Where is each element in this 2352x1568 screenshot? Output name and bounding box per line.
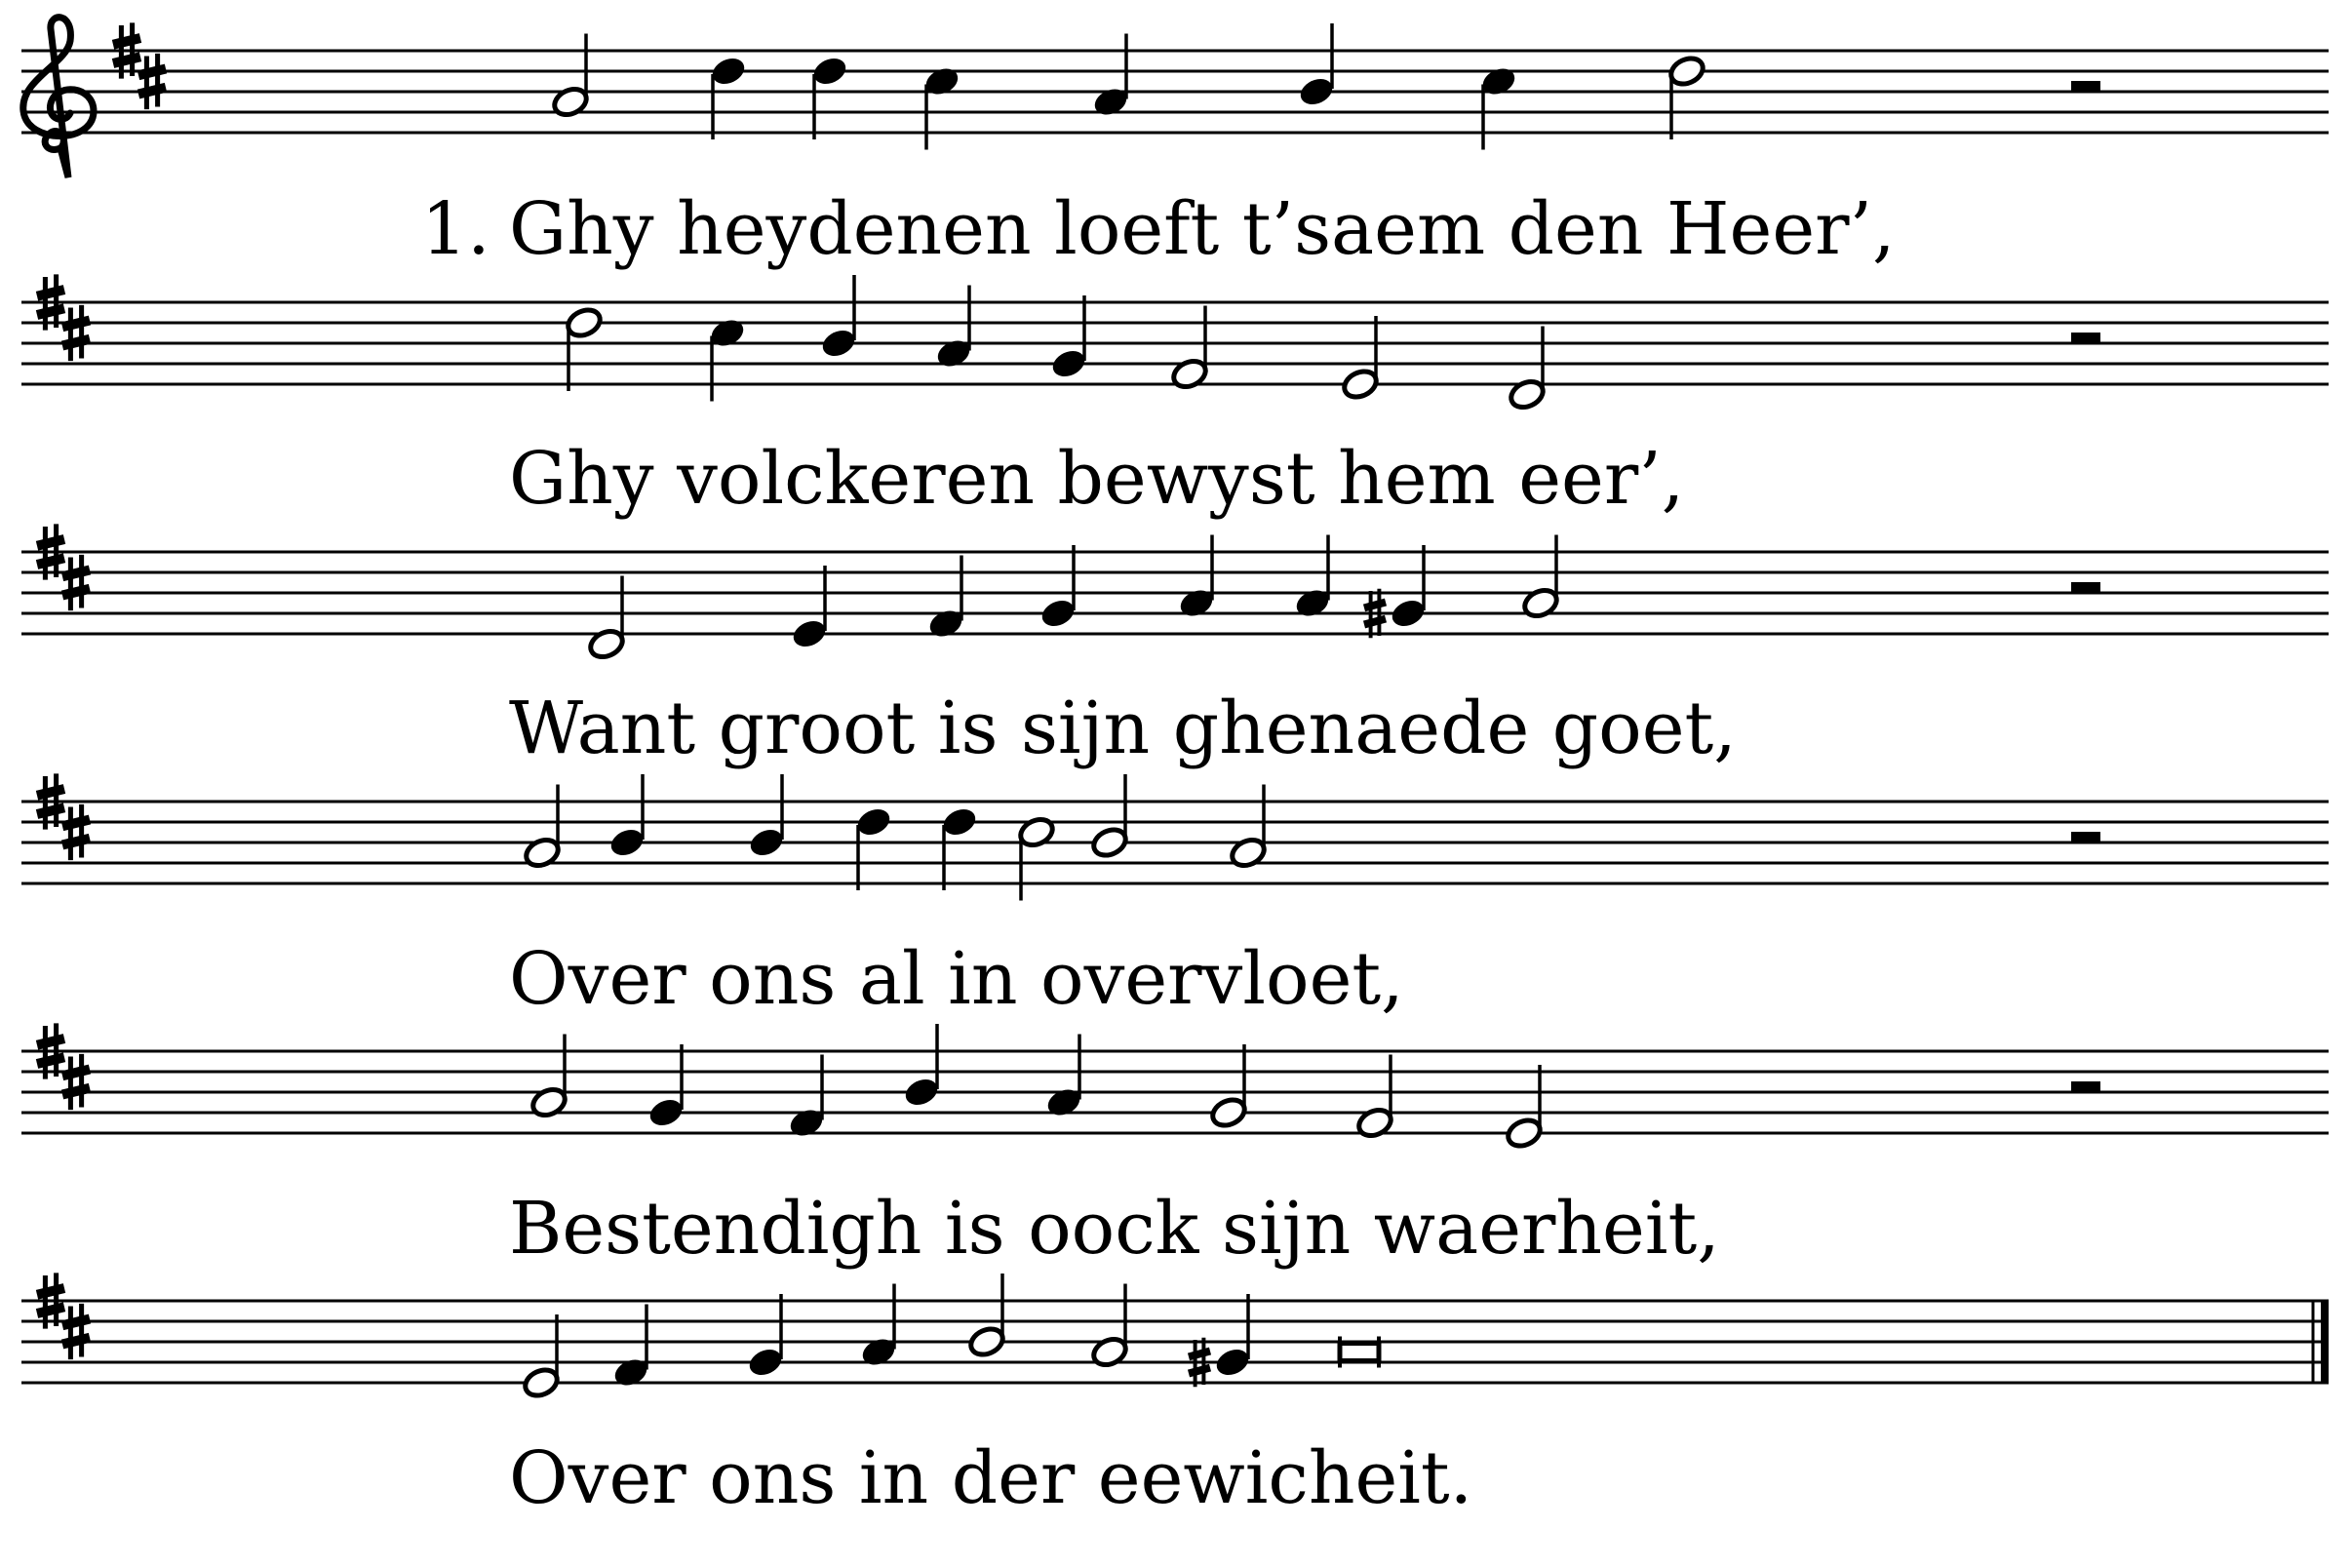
note xyxy=(1229,785,1269,871)
lyric-line-5: Bestendigh is oock sijn waerheit, xyxy=(509,1187,1720,1271)
note xyxy=(854,804,894,890)
staff xyxy=(21,1273,2329,1400)
note xyxy=(647,1044,686,1130)
staff xyxy=(21,773,2329,900)
note xyxy=(1505,1065,1545,1151)
staff xyxy=(21,524,2329,661)
note xyxy=(1049,295,1089,381)
note xyxy=(708,315,748,401)
key-signature-sharp-icon xyxy=(62,305,90,361)
note xyxy=(529,1035,569,1120)
half-rest-icon xyxy=(2071,832,2100,843)
note xyxy=(523,785,563,871)
note xyxy=(1508,327,1548,412)
note xyxy=(967,1274,1007,1359)
note xyxy=(747,774,787,860)
note xyxy=(522,1314,562,1400)
half-rest-icon xyxy=(2071,333,2100,343)
half-rest-icon xyxy=(2071,81,2100,92)
note xyxy=(551,34,591,120)
treble-clef-icon xyxy=(23,18,94,177)
note xyxy=(1293,535,1333,621)
note xyxy=(1340,1337,1379,1368)
lyric-line-1: Ghy heydenen loeft t’saem den Heer’, xyxy=(509,187,1896,271)
note xyxy=(1039,545,1078,631)
note xyxy=(611,1305,651,1391)
note xyxy=(819,275,859,361)
lyric-line-4: Over ons al in overvloet, xyxy=(509,937,1404,1021)
note xyxy=(902,1024,942,1110)
lyric-line-2: Ghy volckeren bewyst hem eer’, xyxy=(509,437,1685,521)
note xyxy=(859,1284,899,1370)
note xyxy=(709,54,749,139)
note xyxy=(1521,535,1561,621)
note xyxy=(1209,1044,1249,1130)
note xyxy=(1297,23,1337,109)
note xyxy=(1090,1284,1130,1370)
note xyxy=(940,804,980,890)
key-signature-sharp-icon xyxy=(62,804,90,860)
note xyxy=(1090,774,1130,860)
note xyxy=(565,305,605,391)
staff xyxy=(21,18,2329,177)
note xyxy=(1667,54,1707,139)
note xyxy=(1017,814,1057,900)
note xyxy=(1479,63,1519,149)
note xyxy=(746,1294,786,1380)
note xyxy=(1341,316,1381,402)
note xyxy=(1091,34,1131,120)
staff xyxy=(21,274,2329,412)
lyric-line-6: Over ons in der eewicheit. xyxy=(509,1436,1473,1520)
note xyxy=(1044,1035,1084,1120)
key-signature-sharp-icon xyxy=(62,1304,90,1359)
breve-head xyxy=(1340,1344,1379,1361)
note xyxy=(1355,1055,1395,1141)
note xyxy=(810,54,850,139)
note xyxy=(1177,535,1217,621)
verse-number: 1. xyxy=(421,187,490,271)
key-signature-sharp-icon xyxy=(62,555,90,610)
note xyxy=(608,774,647,860)
note xyxy=(926,556,966,642)
half-rest-icon xyxy=(2071,582,2100,593)
note xyxy=(790,566,830,651)
key-signature-sharp-icon xyxy=(62,1054,90,1110)
note xyxy=(1170,306,1210,392)
lyric-line-3: Want groot is sijn ghenaede goet, xyxy=(509,686,1737,770)
note xyxy=(922,63,962,149)
note xyxy=(934,286,974,372)
staff xyxy=(21,1023,2329,1151)
half-rest-icon xyxy=(2071,1081,2100,1092)
note xyxy=(587,576,627,662)
key-signature-sharp-icon xyxy=(138,54,166,109)
note xyxy=(787,1055,827,1141)
